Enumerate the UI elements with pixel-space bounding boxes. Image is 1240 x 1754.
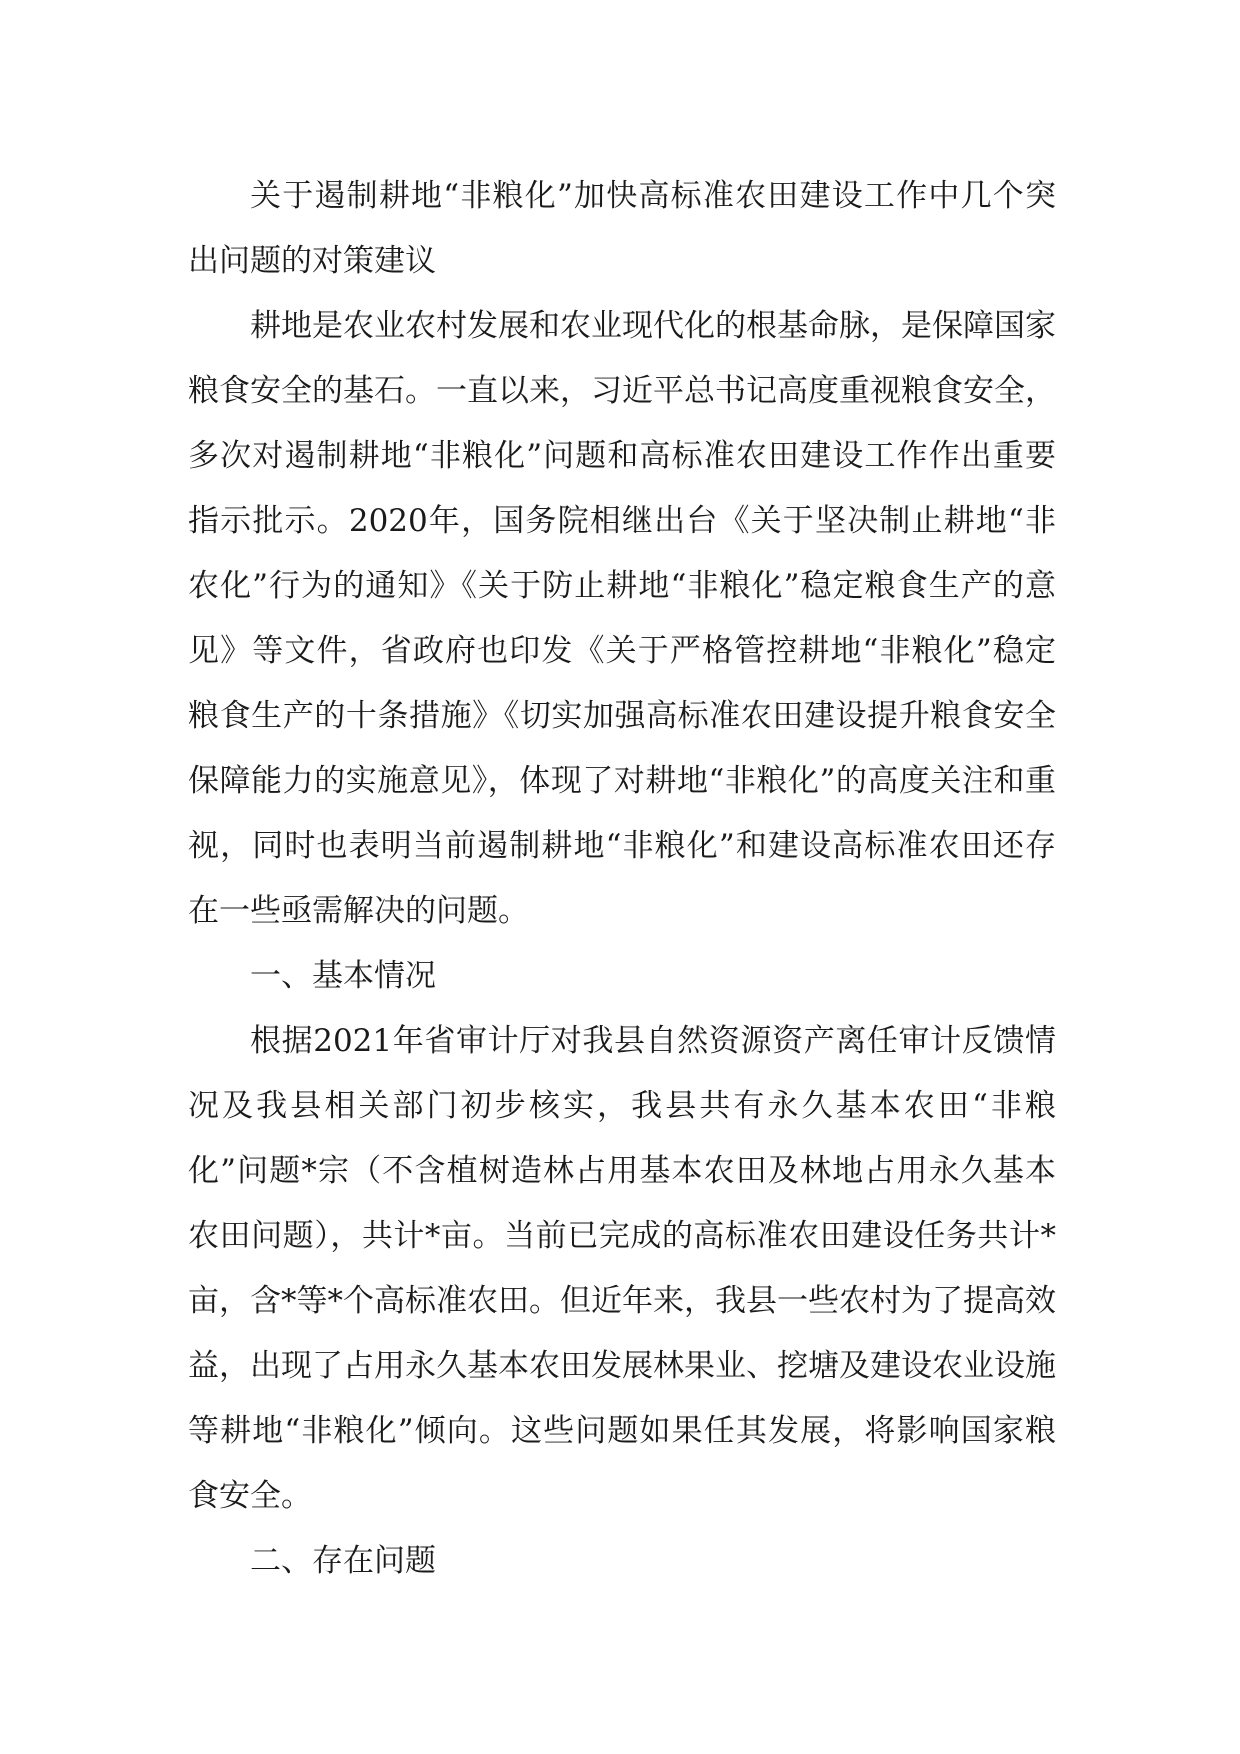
- section-heading-basic-situation: 一、基本情况: [250, 958, 436, 994]
- document-page: [188, 164, 1056, 1594]
- section-heading-existing-problems: 二、存在问题: [250, 1543, 436, 1579]
- basic-situation-paragraph: 根据2021年省审计厅对我县自然资源资产离任审计反馈情况及我县相关部门初步核实，我县共有永久基本农田“非粮化”问题*宗（不含植树造林占用基本农田及林地占用永久基本农田问题），共计*亩。当前已完成的高标准农田建设任务共计*亩，含*等*个高标准农田。但近年来，我县一些农村为了提高效益，出现了占用永久基本农田发展林果业、挖塘及建设农业设施等耕地“非粮化”倾向。这些问题如果任其发展，将影响国家粮食安全。: [188, 1023, 1056, 1514]
- intro-paragraph: 耕地是农业农村发展和农业现代化的根基命脉，是保障国家粮食安全的基石。一直以来，习近平总书记高度重视粮食安全，多次对遏制耕地“非粮化”问题和高标准农田建设工作作出重要指示批示。2020年，国务院相继出台《关于坚决制止耕地“非农化”行为的通知》《关于防止耕地“非粮化”稳定粮食生产的意见》等文件，省政府也印发《关于严格管控耕地“非粮化”稳定粮食生产的十条措施》《切实加强高标准农田建设提升粮食安全保障能力的实施意见》，体现了对耕地“非粮化”的高度关注和重视，同时也表明当前遏制耕地“非粮化”和建设高标准农田还存在一些亟需解决的问题。: [188, 308, 1056, 929]
- document-title: 关于遏制耕地“非粮化”加快高标准农田建设工作中几个突出问题的对策建议: [188, 178, 1056, 279]
